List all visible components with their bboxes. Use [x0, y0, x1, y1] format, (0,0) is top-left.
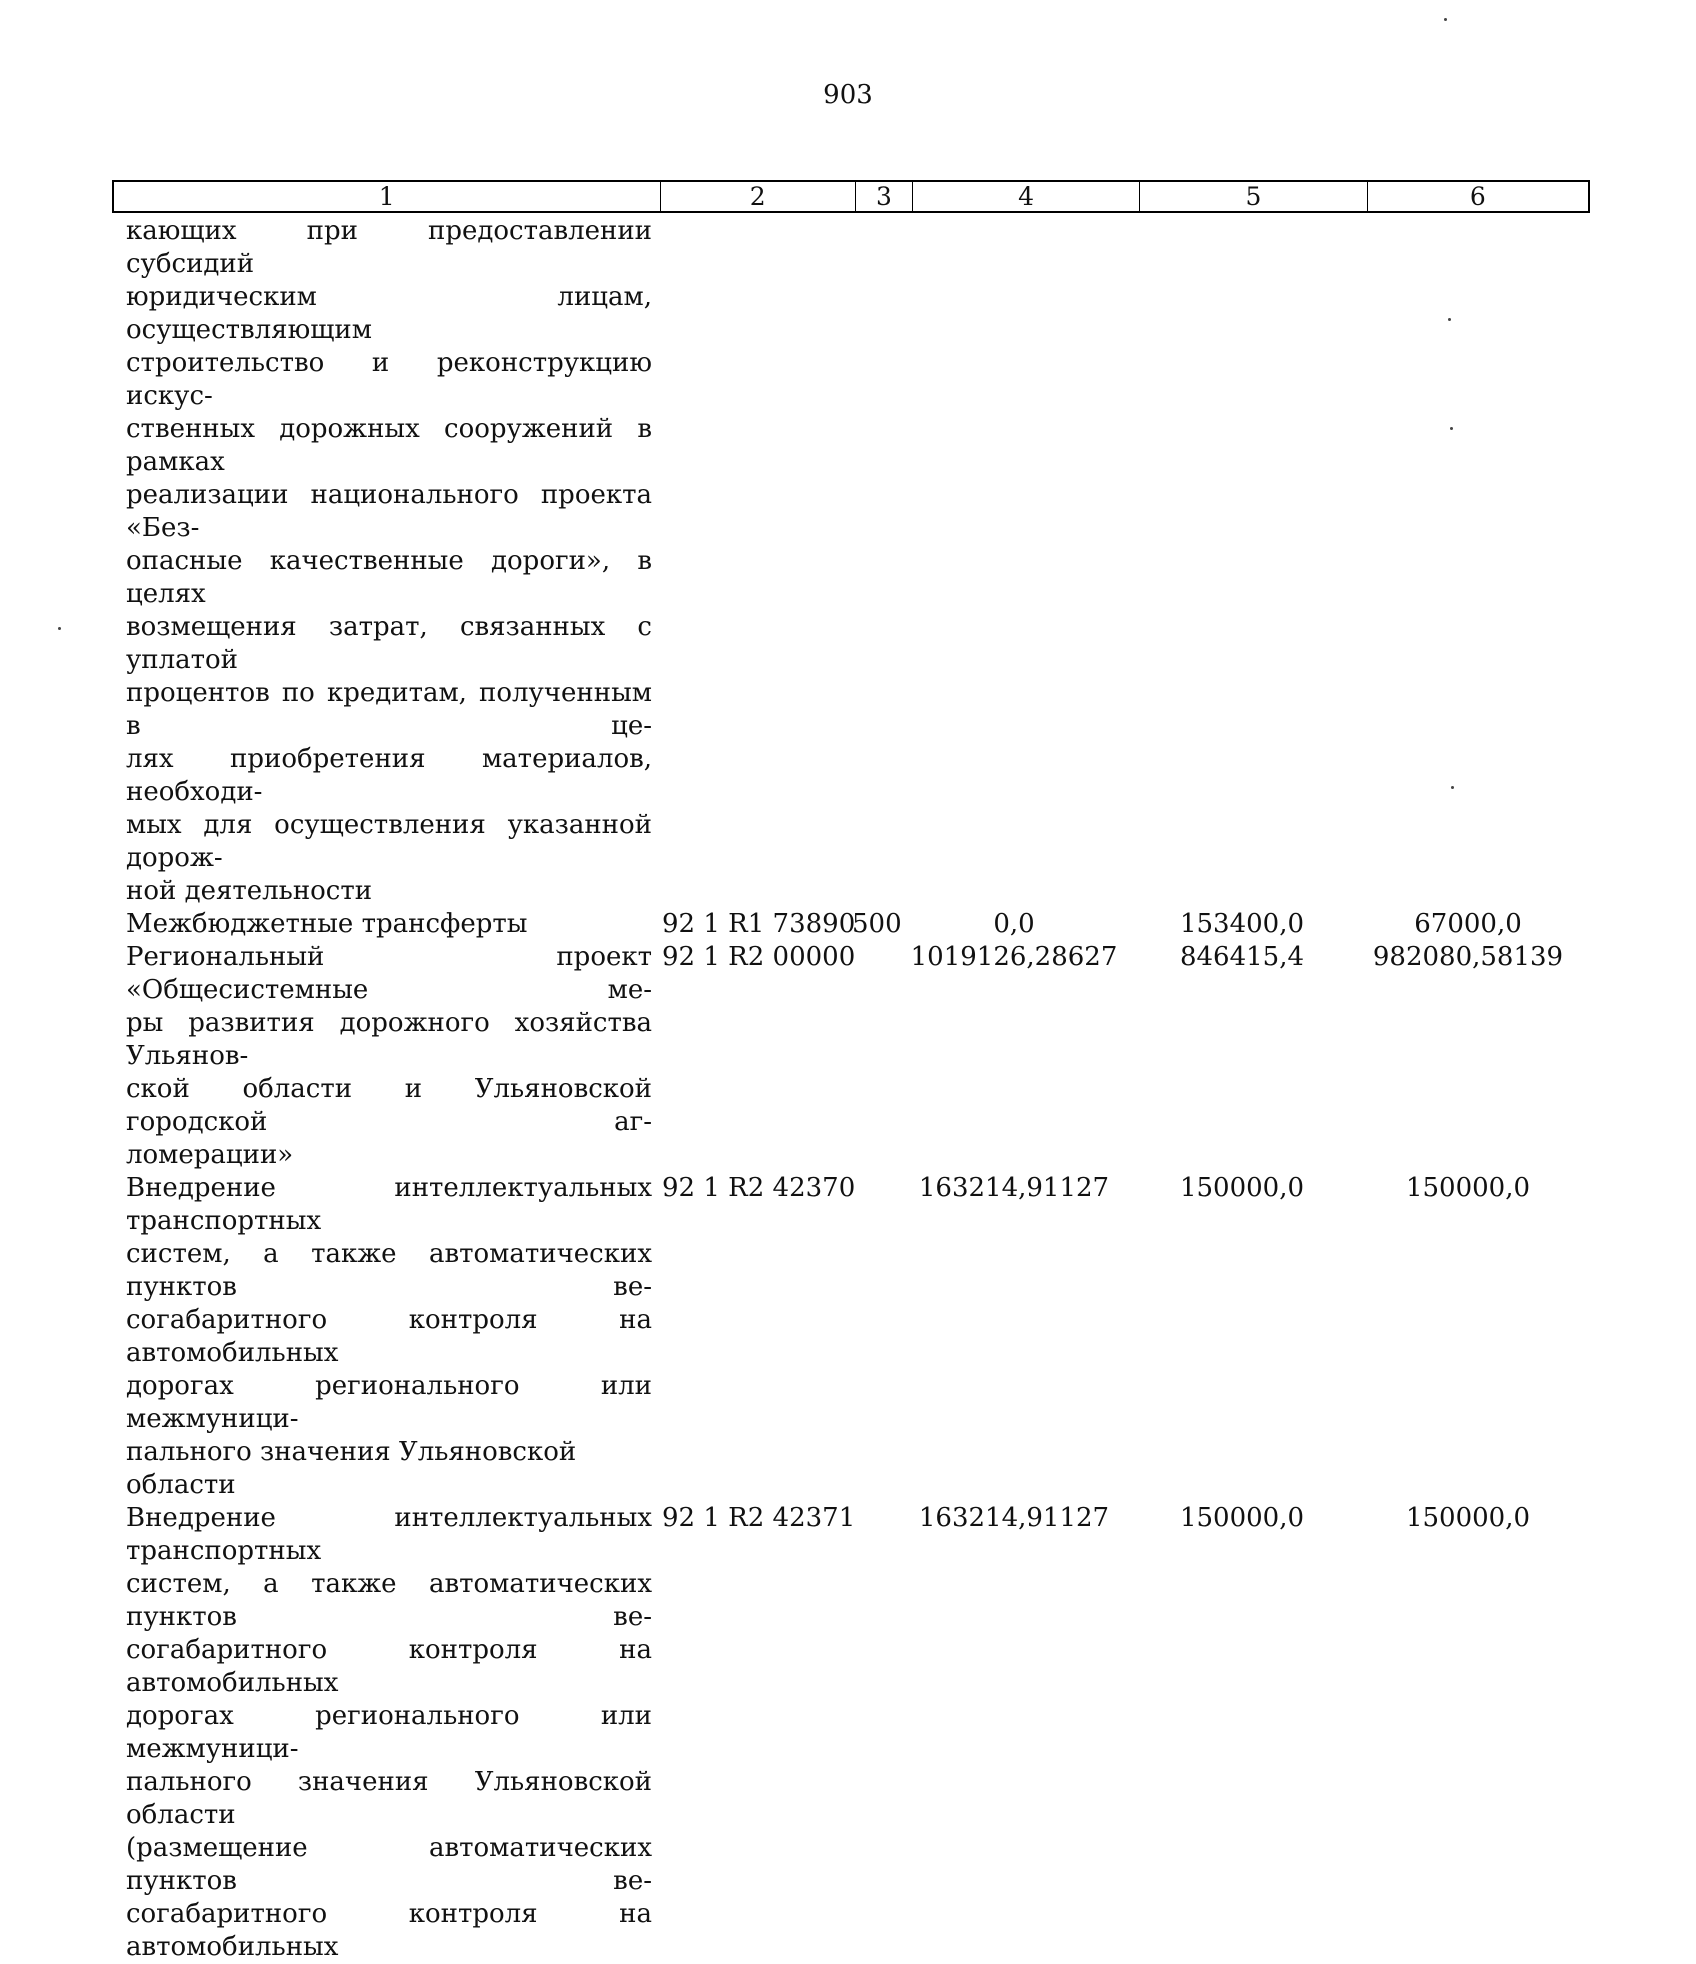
description-line: ственных дорожных сооружений в рамках: [126, 414, 652, 477]
row-description: [126, 941, 652, 1172]
description-line: процентов по кредитам, полученным в це-: [126, 678, 652, 741]
description-line: систем, а также автоматических пунктов ве-: [126, 1239, 652, 1302]
row-description: [126, 1172, 652, 1502]
description-line: юридическим лицам, осуществляющим: [126, 282, 652, 345]
scan-speck: [1448, 318, 1451, 321]
row-amount-col4: 163214,91127: [918, 1503, 1110, 1533]
description-line: ской области и Ульяновской городской аг-: [126, 1074, 652, 1137]
description-line: Региональный проект «Общесистемные ме-: [126, 942, 652, 1005]
row-amount-col5: 153400,0: [1179, 909, 1305, 939]
header-col-6: 6: [1469, 182, 1486, 211]
description-line: ломерации»: [126, 1140, 294, 1170]
row-amount-col5: [1128, 215, 1356, 908]
row-amount-col5: 846415,4: [1179, 942, 1305, 972]
description-line: пального значения Ульяновской области: [126, 1437, 577, 1500]
description-line: строительство и реконструкцию искус-: [126, 348, 652, 411]
description-line: кающих при предоставлении субсидий: [126, 216, 652, 279]
row-expense-type: [844, 1502, 900, 1964]
row-amount-col6: 67000,0: [1414, 909, 1522, 939]
row-amount-col4: 163214,91127: [918, 1173, 1110, 1203]
row-code: [652, 215, 844, 908]
row-amount-col5: 150000,0: [1179, 1503, 1305, 1533]
scan-speck: [1450, 427, 1453, 430]
row-amount-col4: 1019126,28627: [910, 942, 1118, 972]
description-line: систем, а также автоматических пунктов ве-: [126, 1569, 652, 1632]
description-line: дорогах регионального или межмуници-: [126, 1701, 652, 1764]
row-description: [126, 215, 652, 908]
row-amount-col6: [1356, 215, 1580, 908]
description-line: ры развития дорожного хозяйства Ульянов-: [126, 1008, 652, 1071]
description-line: Межбюджетные трансферты: [126, 909, 528, 939]
table-row: [126, 215, 1590, 908]
row-amount-col5: 150000,0: [1179, 1173, 1305, 1203]
description-line: возмещения затрат, связанных с уплатой: [126, 612, 652, 675]
header-col-2: 2: [661, 182, 856, 211]
row-code: 92 1 R2 42370: [662, 1173, 856, 1203]
table-row: [126, 1502, 1590, 1964]
table-row: [126, 908, 1590, 941]
row-code: 92 1 R1 73890: [662, 909, 856, 939]
description-line: согабаритного контроля на автомобильных: [126, 1899, 652, 1962]
description-line: реализации национального проекта «Без-: [126, 480, 652, 543]
description-line: опасные качественные дороги», в целях: [126, 546, 652, 609]
header-col-4: 4: [913, 182, 1140, 211]
description-line: ной деятельности: [126, 876, 373, 906]
header-col-1: 1: [114, 182, 661, 211]
description-line: (размещение автоматических пунктов ве-: [126, 1833, 652, 1896]
page-number: 903: [823, 80, 873, 110]
description-line: мых для осуществления указанной дорож-: [126, 810, 652, 873]
row-expense-type: 500: [852, 909, 902, 939]
table-body: [126, 215, 1590, 1964]
description-line: Внедрение интеллектуальных транспортных: [126, 1173, 652, 1236]
row-amount-col6: 150000,0: [1405, 1173, 1531, 1203]
table-row: [126, 1172, 1590, 1502]
description-line: лях приобретения материалов, необходи-: [126, 744, 652, 807]
description-line: согабаритного контроля на автомобильных: [126, 1305, 652, 1368]
row-description: [126, 1502, 652, 1964]
description-line: дорогах регионального или межмуници-: [126, 1371, 652, 1434]
scan-speck: [1451, 786, 1454, 789]
description-line: согабаритного контроля на автомобильных: [126, 1635, 652, 1698]
scan-speck: [1444, 18, 1447, 21]
row-amount-col6: 150000,0: [1405, 1503, 1531, 1533]
row-amount-col6: 982080,58139: [1372, 942, 1564, 972]
description-line: Внедрение интеллектуальных транспортных: [126, 1503, 652, 1566]
row-expense-type: [844, 1172, 900, 1502]
row-description: [126, 908, 652, 941]
row-amount-col4: [900, 215, 1128, 908]
row-expense-type: [844, 215, 900, 908]
row-amount-col4: 0,0: [993, 909, 1035, 939]
description-line: пального значения Ульяновской области: [126, 1767, 652, 1830]
table-header: [112, 180, 1590, 213]
scan-speck: [58, 627, 61, 630]
header-col-3: 3: [856, 182, 913, 211]
row-expense-type: [844, 941, 900, 1172]
row-code: 92 1 R2 00000: [662, 942, 856, 972]
table-row: [126, 941, 1590, 1172]
header-col-5: 5: [1140, 182, 1367, 211]
row-code: 92 1 R2 42371: [662, 1503, 856, 1533]
